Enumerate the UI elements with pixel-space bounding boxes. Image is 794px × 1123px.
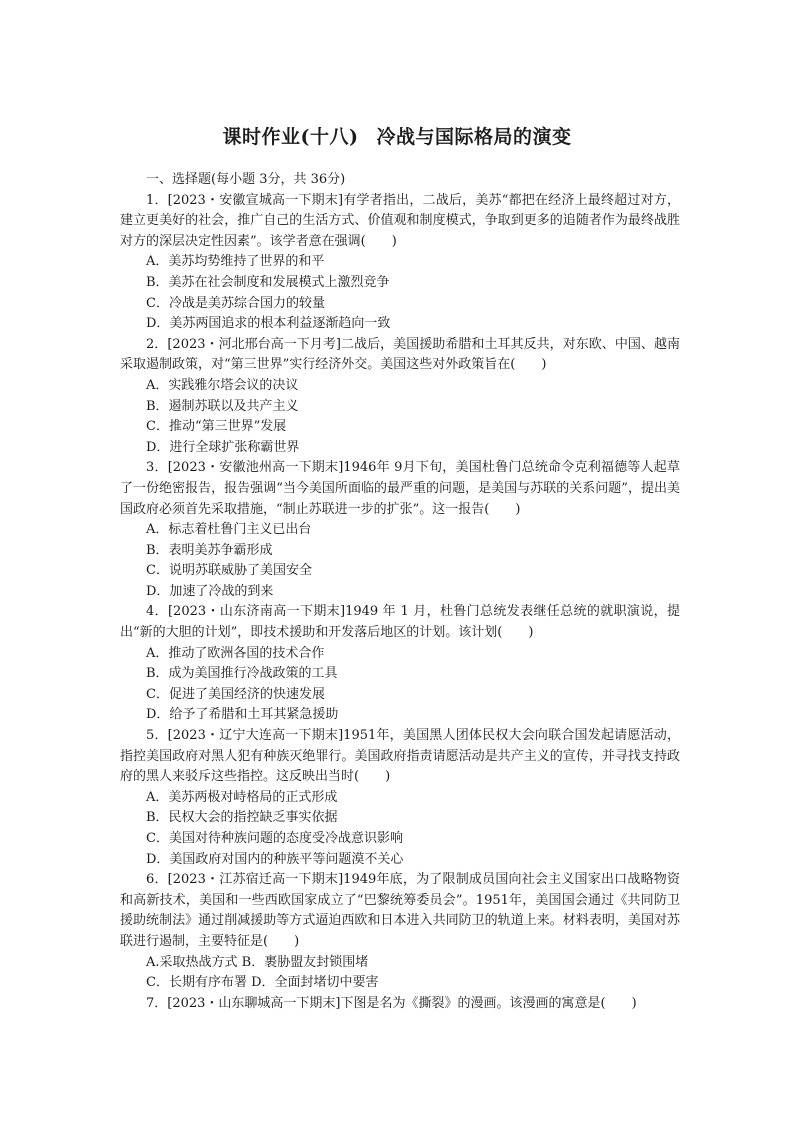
option-a: A．实践雅尔塔会议的决议 [146,377,299,393]
option-c: C．冷战是美苏综合国力的较量 [146,295,325,311]
exercise-content [120,170,680,1014]
question-text: 5．[2023・辽宁大连高一下期末]1951年，美国黑人团体民权大会向联合国发起请愿活动，指控美国政府对黑人犯有种族灭绝罪行。美国政府指责请愿活动是共产主义的宣传，并寻找支持政府的黑人来驳斥这些指控。这反映出当时( ) [120,728,680,785]
question-text: 1．[2023・安徽宣城高一下期末]有学者指出，二战后，美苏“都把在经济上最终超过对方，建立更美好的社会，推广自己的生活方式、价值观和制度模式，争取到更多的追随者作为最终战胜对方的深层决定性因素”。该学者意在强调( ) [120,192,680,249]
question-text: 7．[2023・山东聊城高一下期末]下图是名为《撕裂》的漫画。该漫画的寓意是( ) [146,995,637,1011]
option-a: A．美苏均势维持了世界的和平 [146,254,325,270]
option-d: D．加速了冷战的到来 [146,583,274,599]
option-c: C．说明苏联威胁了美国安全 [146,563,312,579]
question-7 [120,994,680,1015]
option-b: B．表明美苏争霸形成 [146,542,273,558]
title-main: 课时作业(十八) [222,126,359,148]
option-d: D．美苏两国追求的根本利益逐渐趋向一致 [146,316,391,332]
option-b: B．遏制苏联以及共产主义 [146,398,299,414]
option-b: B．美苏在社会制度和发展模式上激烈竞争 [146,274,390,290]
question-2 [120,335,680,459]
question-5 [120,726,680,870]
option-a: A．标志着杜鲁门主义已出台 [146,522,312,538]
option-c: C．美国对待种族问题的态度受冷战意识影响 [146,831,403,846]
option-c: C．推动“第三世界”发展 [146,419,287,435]
section-heading: 一、选择题(每小题 3分，共 36分) [146,172,346,187]
option-b: B．成为美国推行冷战政策的工具 [146,666,338,682]
option-d: D．进行全球扩张称霸世界 [146,439,300,455]
question-text: 4．[2023・山东济南高一下期末]1949 年 1 月，杜鲁门总统发表继任总统的就职演说，提出“新的大胆的计划”，即技术援助和开发落后地区的计划。该计划( ) [120,604,680,641]
page-title [0,122,794,149]
option-a: A．美苏两极对峙格局的正式形成 [146,789,338,805]
question-6 [120,870,680,994]
question-text: 6．[2023・江苏宿迁高一下期末]1949年底，为了限制成员国向社会主义国家出口战略物资和高新技术，美国和一些西欧国家成立了“巴黎统筹委员会”。1951年，美国国会通过《共同防卫援助统制法》通过削减援助等方式逼迫西欧和日本进入共同防卫的轨道上来。材料表明，美国对苏联进行遏制，主要特征是( ) [120,872,680,949]
option-d: D．美国政府对国内的种族平等问题漠不关心 [146,851,404,867]
option-b: B．民权大会的指控缺乏事实依据 [146,810,338,826]
option-a: A．推动了欧洲各国的技术合作 [146,645,325,661]
question-1 [120,191,680,335]
option-cd: C．长期有序布署 D．全面封堵切中要害 [146,975,379,991]
title-sub: 冷战与国际格局的演变 [376,126,572,148]
question-4 [120,602,680,726]
question-3 [120,458,680,602]
question-text: 2．[2023・河北邢台高一下月考]二战后，美国援助希腊和土耳其反共，对东欧、中国、越南采取遏制政策，对“第三世界”实行经济外交。美国这些对外政策旨在( ) [120,336,680,373]
option-ab: A.采取热战方式 B．裹胁盟友封锁围堵 [146,954,369,970]
question-text: 3．[2023・安徽池州高一下期末]1946年 9月下旬，美国杜鲁门总统命令克利福德等人起草了一份绝密报告，报告强调“当今美国所面临的最严重的问题，是美国与苏联的关系问题”，提出美国政府必须首先采取措施，“制止苏联进一步的扩张”。这一报告( ) [120,460,680,517]
option-c: C．促进了美国经济的快速发展 [146,686,325,702]
option-d: D．给予了希腊和土耳其紧急援助 [146,707,339,723]
